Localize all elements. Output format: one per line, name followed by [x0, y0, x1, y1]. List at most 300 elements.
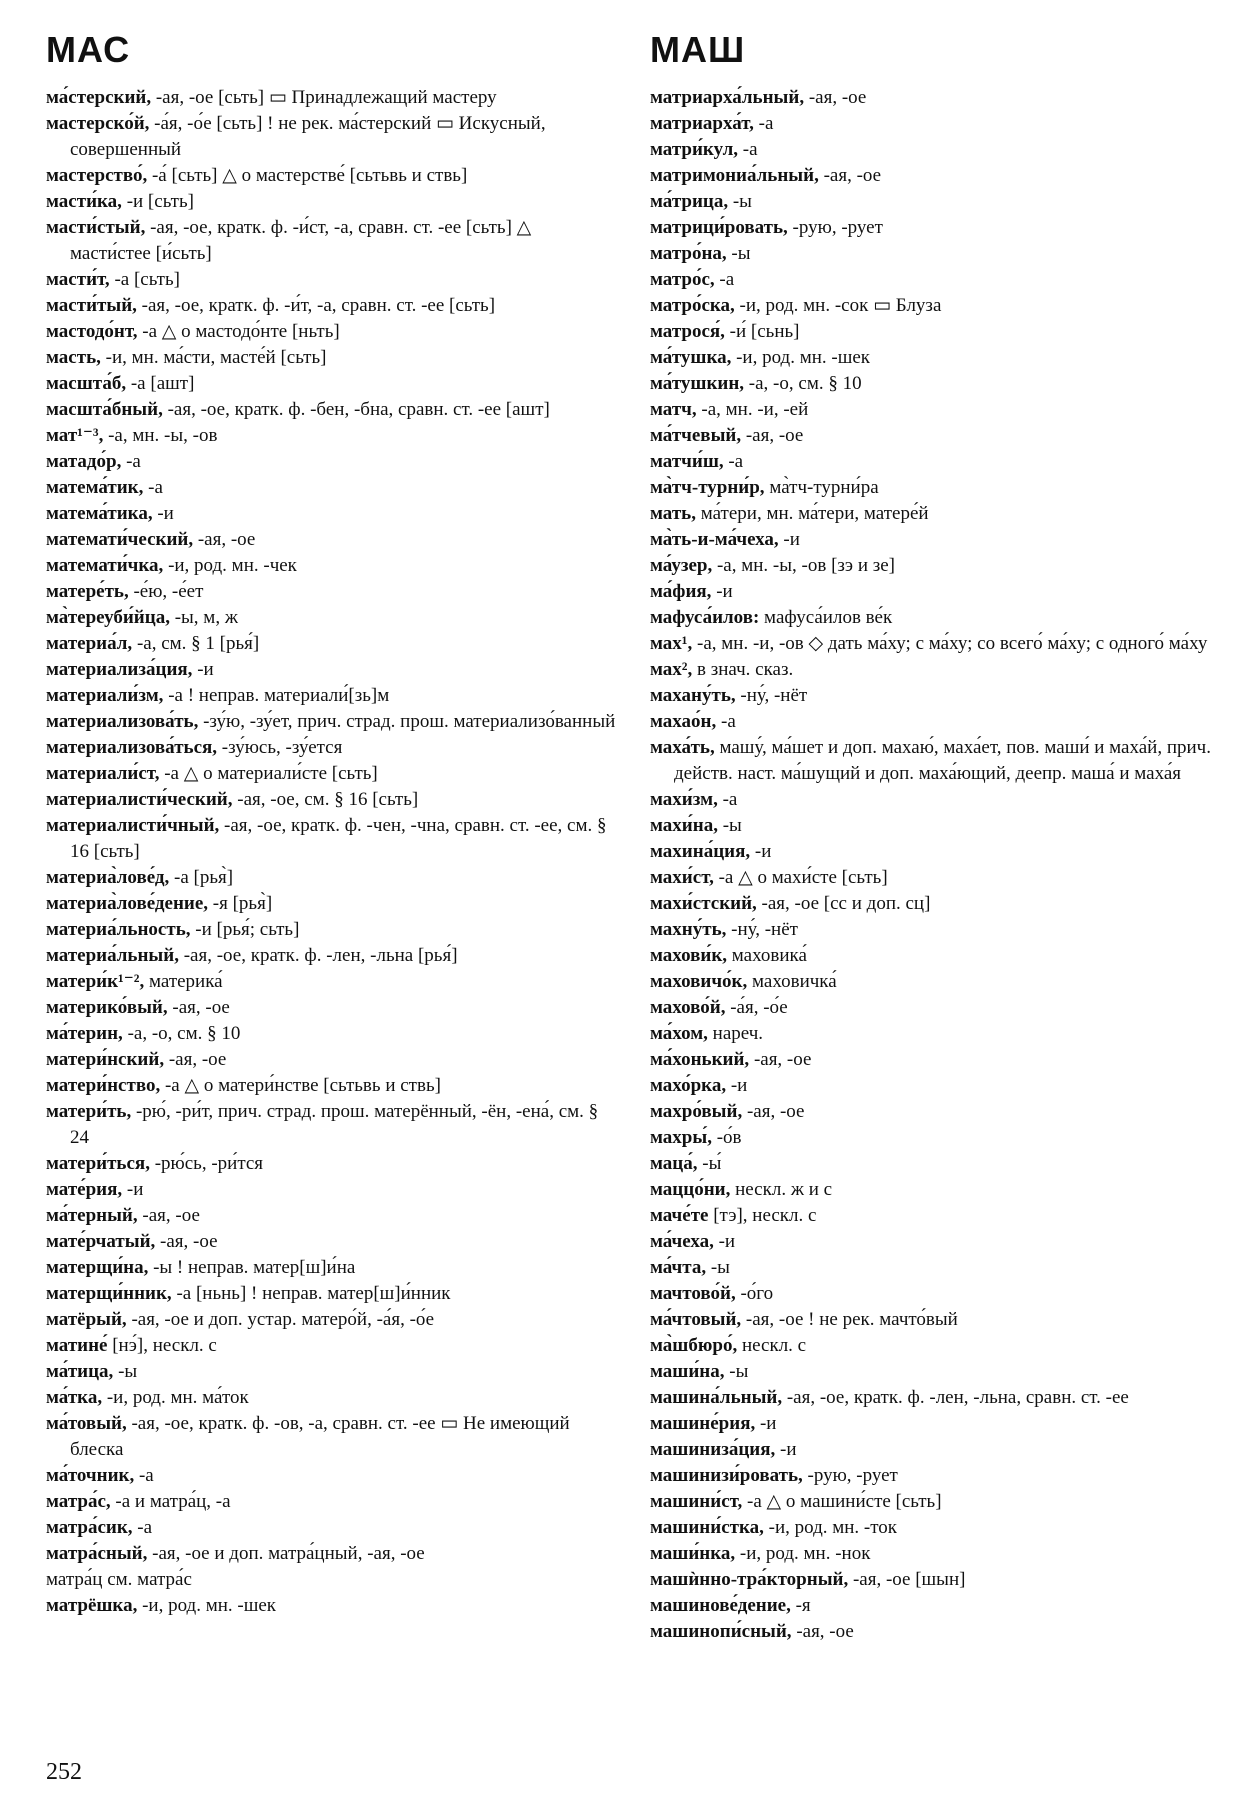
- dictionary-entry: [650, 501, 1225, 527]
- entry-headword: масти́тый,: [46, 295, 137, 316]
- dictionary-entry: [46, 657, 616, 683]
- right-entries: [650, 85, 1225, 1645]
- entry-definition: -а △ о махи́сте [сьть]: [713, 867, 888, 888]
- right-column: [650, 30, 1225, 1645]
- entry-definition: -ая, -ое, кратк. ф. -лен, -льна, сравн. ст. -ее: [782, 1387, 1129, 1408]
- dictionary-entry: [650, 475, 1225, 501]
- dictionary-entry: [46, 501, 616, 527]
- dictionary-entry: [46, 553, 616, 579]
- entry-definition: в знач. сказ.: [692, 659, 794, 680]
- entry-headword: материалисти́ческий,: [46, 789, 233, 810]
- entry-definition: нескл. с: [737, 1335, 807, 1356]
- entry-definition: маховичка́: [747, 971, 837, 992]
- entry-definition: -а, мн. -ы, -ов [зэ и зе]: [712, 555, 895, 576]
- dictionary-entry: [46, 397, 616, 423]
- entry-definition: -ая, -ое, см. § 16 [сьть]: [232, 789, 419, 810]
- dictionary-entry: [650, 865, 1225, 891]
- entry-headword: материализа́ция,: [46, 659, 193, 680]
- entry-definition: -зу́юсь, -зу́ется: [217, 737, 343, 758]
- dictionary-entry: [650, 657, 1225, 683]
- dictionary-entry: [650, 1281, 1225, 1307]
- dictionary-entry: [650, 449, 1225, 475]
- entry-headword: матримониа́льный,: [650, 165, 819, 186]
- dictionary-entry: [46, 891, 616, 917]
- entry-headword: материа́льность,: [46, 919, 191, 940]
- entry-definition: -и: [192, 659, 214, 680]
- dictionary-entry: [46, 1541, 616, 1567]
- entry-definition: -ы: [728, 191, 752, 212]
- dictionary-entry: [650, 605, 1225, 631]
- dictionary-entry: [650, 553, 1225, 579]
- dictionary-entry: [46, 1099, 616, 1151]
- entry-headword: масти́стый,: [46, 217, 146, 238]
- left-column: [46, 30, 616, 1619]
- entry-definition: -а, -о, см. § 10: [122, 1023, 241, 1044]
- dictionary-entry: [46, 865, 616, 891]
- entry-headword: махови́к,: [650, 945, 728, 966]
- entry-headword: матриарха́льный,: [650, 87, 805, 108]
- entry-definition: -а [сьть]: [109, 269, 180, 290]
- entry-definition: -и: [711, 581, 733, 602]
- entry-headword: машинове́дение,: [650, 1595, 791, 1616]
- entry-headword: материа̀лове́д,: [46, 867, 170, 888]
- entry-definition: -о́в: [711, 1127, 742, 1148]
- entry-definition: -и: [713, 1231, 736, 1252]
- entry-definition: -ая, -ое: [741, 425, 804, 446]
- dictionary-entry: [46, 943, 616, 969]
- dictionary-entry: [650, 1619, 1225, 1645]
- entry-definition: -ая, -ое [сс и доп. сц]: [756, 893, 931, 914]
- dictionary-entry: [46, 449, 616, 475]
- entry-headword: ма́чтовый,: [650, 1309, 742, 1330]
- dictionary-entry: [46, 735, 616, 761]
- entry-headword: материали́зм,: [46, 685, 164, 706]
- entry-headword: ма́тушка,: [650, 347, 732, 368]
- dictionary-entry: [46, 1593, 616, 1619]
- entry-definition: -а [ашт]: [126, 373, 195, 394]
- entry-headword: ма́хом,: [650, 1023, 708, 1044]
- entry-headword: матра́сик,: [46, 1517, 133, 1538]
- entry-headword: матчи́ш,: [650, 451, 724, 472]
- entry-headword: матадо́р,: [46, 451, 122, 472]
- entry-definition: -а: [132, 1517, 153, 1538]
- dictionary-entry: [650, 1437, 1225, 1463]
- entry-definition: -ая, -ое: [155, 1231, 218, 1252]
- entry-headword: ма́точник,: [46, 1465, 135, 1486]
- entry-headword: ма́стерский,: [46, 87, 152, 108]
- dictionary-entry: [46, 111, 616, 163]
- entry-headword: маши́нка,: [650, 1543, 736, 1564]
- entry-definition: матра́ц см. матра́с: [46, 1569, 192, 1590]
- entry-definition: -ы: [717, 815, 742, 836]
- dictionary-entry: [650, 1099, 1225, 1125]
- entry-definition: -ая, -ое [шын]: [848, 1569, 966, 1590]
- entry-definition: -и, род. мн. -чек: [163, 555, 297, 576]
- entry-definition: [тэ], нескл. с: [708, 1205, 817, 1226]
- entry-headword: матриарха́т,: [650, 113, 754, 134]
- entry-headword: матема́тик,: [46, 477, 144, 498]
- entry-headword: матери́нский,: [46, 1049, 165, 1070]
- dictionary-entry: [650, 943, 1225, 969]
- running-head-right: МАШ: [650, 29, 746, 70]
- entry-headword: маче́те: [650, 1205, 709, 1226]
- entry-headword: мастодо́нт,: [46, 321, 138, 342]
- entry-definition: -ая, -ое, кратк. ф. -и́ст, -а, сравн. ст. -ее [сьть] △ масти́стее [и́сьть]: [70, 217, 532, 264]
- entry-definition: -я: [790, 1595, 811, 1616]
- entry-definition: -и: [726, 1075, 748, 1096]
- entry-headword: махово́й,: [650, 997, 726, 1018]
- dictionary-entry: [650, 111, 1225, 137]
- dictionary-entry: [46, 787, 616, 813]
- dictionary-entry: [46, 1177, 616, 1203]
- dictionary-entry: [650, 839, 1225, 865]
- entry-definition: -а △ о материали́сте [сьть]: [159, 763, 378, 784]
- entry-definition: нареч.: [707, 1023, 764, 1044]
- dictionary-entry: [46, 1567, 616, 1593]
- entry-headword: масти́т,: [46, 269, 110, 290]
- entry-definition: -а, -о, см. § 10: [744, 373, 862, 394]
- entry-headword: ма́товый,: [46, 1413, 127, 1434]
- entry-headword: махо́рка,: [650, 1075, 727, 1096]
- entry-headword: мате́рия,: [46, 1179, 123, 1200]
- entry-definition: -а, см. § 1 [рья́]: [132, 633, 260, 654]
- dictionary-entry: [650, 1047, 1225, 1073]
- entry-definition: -ая, -ое: [791, 1621, 854, 1642]
- entry-definition: -я [рья̀]: [208, 893, 273, 914]
- entry-definition: -е́ю, -е́ет: [128, 581, 204, 602]
- entry-headword: матч,: [650, 399, 697, 420]
- dictionary-entry: [650, 995, 1225, 1021]
- entry-headword: матрици́ровать,: [650, 217, 788, 238]
- dictionary-entry: [650, 85, 1225, 111]
- entry-definition: -а и матра́ц, -а: [110, 1491, 231, 1512]
- entry-headword: матери́к¹⁻²,: [46, 971, 145, 992]
- entry-headword: материко́вый,: [46, 997, 168, 1018]
- entry-definition: -ая, -ое, кратк. ф. -бен, -бна, сравн. ст. -ее [ашт]: [162, 399, 550, 420]
- entry-definition: -и: [755, 1413, 777, 1434]
- entry-definition: -и, род. мн. ма́ток: [102, 1387, 249, 1408]
- entry-definition: мафуса́илов ве́к: [759, 607, 893, 628]
- dictionary-entry: [650, 527, 1225, 553]
- dictionary-entry: [46, 527, 616, 553]
- dictionary-entry: [650, 969, 1225, 995]
- entry-headword: материа́льный,: [46, 945, 179, 966]
- entry-definition: -ы: [113, 1361, 138, 1382]
- entry-definition: -ая, -ое: [818, 165, 882, 186]
- entry-headword: матрося́,: [650, 321, 725, 342]
- entry-headword: матро́с,: [650, 269, 715, 290]
- entry-definition: -ну́, -нёт: [735, 685, 808, 706]
- entry-definition: -ы ! неправ. матер[ш]и́на: [148, 1257, 356, 1278]
- entry-definition: -ая, -ое: [193, 529, 256, 550]
- dictionary-entry: [46, 605, 616, 631]
- entry-definition: -и, род. мн. -ток: [763, 1517, 898, 1538]
- dictionary-entry: [46, 631, 616, 657]
- entry-headword: махи́на,: [650, 815, 718, 836]
- entry-headword: ма́тица,: [46, 1361, 114, 1382]
- entry-headword: махну́ть,: [650, 919, 727, 940]
- dictionary-entry: [46, 1489, 616, 1515]
- entry-definition: -о́го: [735, 1283, 774, 1304]
- left-entries: [46, 85, 616, 1619]
- entry-headword: материа̀лове́дение,: [46, 893, 209, 914]
- entry-headword: матро́на,: [650, 243, 727, 264]
- entry-headword: масть,: [46, 347, 101, 368]
- dictionary-entry: [46, 1385, 616, 1411]
- entry-definition: -а: [716, 711, 736, 732]
- entry-headword: матра́сный,: [46, 1543, 148, 1564]
- entry-headword: матро́ска,: [650, 295, 735, 316]
- dictionary-entry: [650, 917, 1225, 943]
- entry-headword: математи́ческий,: [46, 529, 194, 550]
- dictionary-entry: [46, 1281, 616, 1307]
- dictionary-entry: [46, 579, 616, 605]
- entry-definition: -ая, -ое, кратк. ф. -чен, -чна, сравн. ст. -ее, см. § 16 [сьть]: [70, 815, 607, 862]
- dictionary-entry: [650, 1333, 1225, 1359]
- dictionary-entry: [46, 163, 616, 189]
- entry-headword: масти́ка,: [46, 191, 122, 212]
- dictionary-entry: [650, 293, 1225, 319]
- entry-definition: -ая, -ое: [164, 1049, 227, 1070]
- entry-headword: ма̀тереуби́йца,: [46, 607, 170, 628]
- entry-definition: -и: [122, 1179, 144, 1200]
- dictionary-entry: [46, 267, 616, 293]
- dictionary-entry: [650, 345, 1225, 371]
- entry-definition: -а △ о машини́сте [сьть]: [742, 1491, 942, 1512]
- entry-definition: -а: [723, 451, 744, 472]
- entry-definition: -ы: [706, 1257, 730, 1278]
- dictionary-entry: [46, 345, 616, 371]
- entry-headword: ма́тушкин,: [650, 373, 745, 394]
- entry-headword: ма́терин,: [46, 1023, 123, 1044]
- entry-definition: -а: [143, 477, 163, 498]
- dictionary-entry: [46, 969, 616, 995]
- dictionary-entry: [650, 1593, 1225, 1619]
- entry-definition: -ая, -ое, кратк. ф. -и́т, -а, сравн. ст. -ее [сьть]: [136, 295, 496, 316]
- entry-definition: -а́ [сьть] △ о мастерстве́ [сьтьвь и ствь]: [147, 165, 468, 186]
- dictionary-entry: [46, 319, 616, 345]
- entry-headword: ма́чеха,: [650, 1231, 714, 1252]
- entry-headword: ма́тка,: [46, 1387, 103, 1408]
- entry-definition: -и, род. мн. -шек: [731, 347, 871, 368]
- dictionary-entry: [650, 137, 1225, 163]
- entry-definition: -рую, -рует: [802, 1465, 898, 1486]
- dictionary-entry: [650, 1489, 1225, 1515]
- entry-headword: ма́трица,: [650, 191, 729, 212]
- entry-definition: -а, мн. -ы, -ов: [103, 425, 218, 446]
- dictionary-entry: [46, 761, 616, 787]
- entry-definition: -а́я, -о́е: [725, 997, 788, 1018]
- entry-definition: -и, мн. ма́сти, масте́й [сьть]: [100, 347, 327, 368]
- entry-headword: материали́ст,: [46, 763, 160, 784]
- dictionary-entry: [46, 709, 616, 735]
- dictionary-entry: [650, 423, 1225, 449]
- entry-headword: мать,: [650, 503, 696, 524]
- entry-headword: матрёшка,: [46, 1595, 138, 1616]
- entry-headword: мах²,: [650, 659, 693, 680]
- entry-definition: -а: [717, 789, 738, 810]
- entry-definition: -а ! неправ. материали́[зь]м: [163, 685, 390, 706]
- entry-headword: махану́ть,: [650, 685, 736, 706]
- dictionary-entry: [46, 917, 616, 943]
- dictionary-entry: [650, 1229, 1225, 1255]
- entry-headword: мат¹⁻³,: [46, 425, 104, 446]
- entry-definition: -а: [134, 1465, 154, 1486]
- entry-headword: махина́ция,: [650, 841, 751, 862]
- entry-definition: -ая, -ое: [749, 1049, 812, 1070]
- dictionary-entry: [46, 475, 616, 501]
- entry-definition: -а △ о матери́нстве [сьтьвь и ствь]: [160, 1075, 441, 1096]
- dictionary-entry: [650, 1411, 1225, 1437]
- entry-headword: матине́: [46, 1335, 108, 1356]
- entry-definition: -зу́ю, -зу́ет, прич. страд. прош. материализо́ванный: [198, 711, 616, 732]
- entry-headword: ма̀тч-турни́р,: [650, 477, 765, 498]
- entry-headword: матёрый,: [46, 1309, 127, 1330]
- entry-headword: ма́фия,: [650, 581, 712, 602]
- entry-definition: -а: [753, 113, 774, 134]
- entry-definition: материка́: [144, 971, 223, 992]
- running-head-left: МАС: [46, 29, 131, 70]
- entry-headword: маха́ть,: [650, 737, 715, 758]
- entry-headword: матерщи́нник,: [46, 1283, 172, 1304]
- dictionary-entry: [650, 397, 1225, 423]
- entry-headword: машини́стка,: [650, 1517, 764, 1538]
- entry-definition: -а [рья̀]: [169, 867, 234, 888]
- entry-headword: матра́с,: [46, 1491, 111, 1512]
- entry-definition: -ая, -ое, кратк. ф. -лен, -льна [рья́]: [178, 945, 458, 966]
- entry-headword: мах¹,: [650, 633, 693, 654]
- dictionary-entry: [650, 1177, 1225, 1203]
- entry-headword: мачтово́й,: [650, 1283, 736, 1304]
- entry-definition: -ая, -ое и доп. устар. матеро́й, -а́я, -о́е: [126, 1309, 435, 1330]
- dictionary-entry: [46, 1515, 616, 1541]
- dictionary-entry: [650, 579, 1225, 605]
- entry-headword: маховичо́к,: [650, 971, 748, 992]
- dictionary-entry: [46, 215, 616, 267]
- entry-headword: махро́вый,: [650, 1101, 743, 1122]
- dictionary-entry: [650, 1203, 1225, 1229]
- dictionary-entry: [650, 215, 1225, 241]
- dictionary-entry: [650, 1385, 1225, 1411]
- entry-definition: нескл. ж и с: [730, 1179, 833, 1200]
- entry-definition: -а [ньнь] ! неправ. матер[ш]и́нник: [171, 1283, 451, 1304]
- dictionary-entry: [650, 813, 1225, 839]
- dictionary-entry: [46, 85, 616, 111]
- dictionary-entry: [46, 683, 616, 709]
- dictionary-entry: [650, 1021, 1225, 1047]
- dictionary-entry: [46, 293, 616, 319]
- dictionary-entry: [650, 1463, 1225, 1489]
- entry-headword: матери́ться,: [46, 1153, 150, 1174]
- entry-definition: -рую, -рует: [787, 217, 883, 238]
- entry-definition: -и [рья́; сьть]: [190, 919, 300, 940]
- dictionary-entry: [650, 163, 1225, 189]
- entry-definition: -ы, м, ж: [169, 607, 238, 628]
- dictionary-entry: [46, 1151, 616, 1177]
- entry-definition: -ну́, -нёт: [726, 919, 798, 940]
- entry-definition: -ы́: [697, 1153, 722, 1174]
- dictionary-entry: [650, 1567, 1225, 1593]
- entry-headword: маццо́ни,: [650, 1179, 731, 1200]
- entry-headword: материа́л,: [46, 633, 133, 654]
- entry-definition: -а: [121, 451, 141, 472]
- entry-definition: -а́я, -о́е [сьть] ! не рек. ма́стерский ▭ Искусный, совершенный: [70, 113, 546, 160]
- entry-definition: -и [сьть]: [121, 191, 194, 212]
- entry-definition: -ая, -ое [сьть] ▭ Принадлежащий мастеру: [151, 87, 497, 108]
- entry-definition: -ая, -ое: [167, 997, 230, 1018]
- entry-definition: -и: [750, 841, 772, 862]
- entry-definition: -и: [152, 503, 174, 524]
- entry-headword: ма́тчевый,: [650, 425, 742, 446]
- dictionary-entry: [650, 631, 1225, 657]
- dictionary-entry: [650, 267, 1225, 293]
- entry-definition: [нэ́], нескл. с: [107, 1335, 217, 1356]
- entry-definition: -и́ [сьнь]: [724, 321, 800, 342]
- entry-headword: ма́узер,: [650, 555, 713, 576]
- entry-headword: матема́тика,: [46, 503, 153, 524]
- dictionary-entry: [46, 1255, 616, 1281]
- entry-headword: матери́нство,: [46, 1075, 161, 1096]
- entry-definition: ма̀тч-турни́ра: [764, 477, 879, 498]
- entry-definition: -ы: [724, 1361, 749, 1382]
- entry-definition: -а △ о мастодо́нте [ньть]: [137, 321, 340, 342]
- dictionary-entry: [650, 787, 1225, 813]
- entry-headword: ма̀шбюро́,: [650, 1335, 738, 1356]
- dictionary-entry: [46, 813, 616, 865]
- entry-definition: -и, род. мн. -сок ▭ Блуза: [734, 295, 942, 316]
- entry-headword: мастерство́,: [46, 165, 148, 186]
- entry-definition: -а: [738, 139, 758, 160]
- entry-headword: машини́ст,: [650, 1491, 743, 1512]
- dictionary-entry: [650, 1359, 1225, 1385]
- entry-definition: ма́тери, мн. ма́тери, матере́й: [695, 503, 929, 524]
- entry-headword: машина́льный,: [650, 1387, 783, 1408]
- dictionary-entry: [650, 189, 1225, 215]
- entry-definition: -ая, -ое и доп. матра́цный, -ая, -ое: [147, 1543, 425, 1564]
- dictionary-entry: [650, 891, 1225, 917]
- dictionary-entry: [650, 1307, 1225, 1333]
- dictionary-entry: [650, 709, 1225, 735]
- entry-definition: машу́, ма́шет и доп. махаю́, маха́ет, пов. маши́ и маха́й, прич. действ. наст. ма́шущий и доп. маха́ющий, деепр. маша́ и маха́я: [674, 737, 1211, 784]
- entry-headword: маца́,: [650, 1153, 698, 1174]
- entry-definition: маховика́: [727, 945, 807, 966]
- dictionary-entry: [650, 683, 1225, 709]
- entry-definition: -и, род. мн. -нок: [735, 1543, 871, 1564]
- entry-definition: -а: [714, 269, 735, 290]
- dictionary-entry: [650, 1151, 1225, 1177]
- dictionary-entry: [46, 1307, 616, 1333]
- entry-headword: материализова́ться,: [46, 737, 218, 758]
- dictionary-entry: [650, 735, 1225, 787]
- entry-headword: математи́чка,: [46, 555, 164, 576]
- dictionary-entry: [46, 189, 616, 215]
- entry-headword: мастерско́й,: [46, 113, 150, 134]
- entry-headword: ма̀ть-и-ма́чеха,: [650, 529, 779, 550]
- dictionary-entry: [46, 995, 616, 1021]
- entry-headword: материалисти́чный,: [46, 815, 220, 836]
- entry-definition: -рю́, -ри́т, прич. страд. прош. матерённый, -ён, -ена́, см. § 24: [70, 1101, 599, 1148]
- entry-headword: машѝнно-тра́кторный,: [650, 1569, 849, 1590]
- entry-definition: -рю́сь, -ри́тся: [149, 1153, 264, 1174]
- entry-headword: матри́кул,: [650, 139, 739, 160]
- entry-definition: -и, род. мн. -шек: [137, 1595, 277, 1616]
- entry-headword: машиниза́ция,: [650, 1439, 776, 1460]
- dictionary-entry: [650, 371, 1225, 397]
- entry-definition: -ая, -ое: [742, 1101, 805, 1122]
- dictionary-entry: [650, 1255, 1225, 1281]
- entry-headword: масшта́б,: [46, 373, 127, 394]
- entry-headword: мате́рчатый,: [46, 1231, 156, 1252]
